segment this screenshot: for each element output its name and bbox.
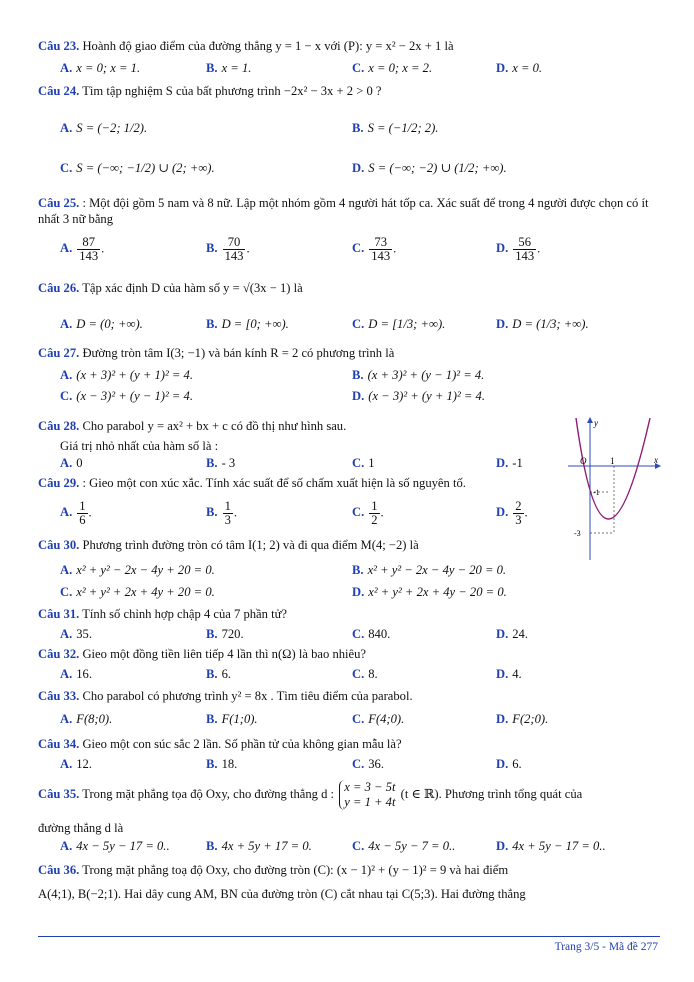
question-number: Câu 23. [38, 39, 80, 53]
question-34 [38, 736, 660, 752]
graph-origin-label: O [580, 456, 587, 466]
option-d[interactable]: D. $\frac{2}{3}$ . [496, 499, 528, 527]
option-d[interactable]: D. 4x + 5y − 17 = 0.. [496, 839, 606, 853]
parabola-curve [576, 418, 650, 519]
question-24 [38, 83, 660, 99]
option-b[interactable]: B. x² + y² − 2x − 4y − 20 = 0. [352, 563, 507, 577]
question-text: Cho parabol có phương trình y² = 8x . Tìm tiêu điểm của parabol. [82, 689, 413, 703]
question-29 [38, 475, 554, 491]
option-a[interactable]: A. S = (−2; 1/2). [60, 121, 148, 135]
option-b[interactable]: B. 4x + 5y + 17 = 0. [206, 839, 312, 853]
option-a[interactable]: A. F(8;0). [60, 712, 113, 726]
option-b[interactable]: B. S = (−1/2; 2). [352, 121, 439, 135]
question-number: Câu 30. [38, 538, 80, 552]
question-number: Câu 35. [38, 787, 80, 801]
option-a[interactable]: A. 0 [60, 456, 83, 470]
question-36-cont: A(4;1), B(−2;1). Hai dây cung AM, BN của đường tròn (C) cắt nhau tại C(5;3). Hai đường thẳng [38, 887, 526, 901]
question-text: Phương trình đường tròn có tâm I(1; 2) và đi qua điểm M(4; −2) là [82, 538, 419, 552]
option-a[interactable]: A. $\frac{1}{6}$ . [60, 499, 92, 527]
question-23 [38, 38, 660, 54]
option-c[interactable]: C. D = [1/3; +∞). [352, 317, 446, 331]
option-d[interactable]: D. F(2;0). [496, 712, 549, 726]
question-text: Cho parabol y = ax² + bx + c có đồ thị như hình sau. [82, 419, 347, 433]
option-a[interactable]: A. 12. [60, 757, 92, 771]
option-d[interactable]: D. S = (−∞; −2) ∪ (1/2; +∞). [352, 161, 507, 175]
question-number: Câu 32. [38, 647, 80, 661]
option-b[interactable]: B. D = [0; +∞). [206, 317, 289, 331]
graph-x-label: x [654, 455, 658, 465]
question-text: : Một đội gồm 5 nam và 8 nữ. Lập một nhóm gồm 4 người hát tốp ca. Xác suất để trong 4 người được chọn có ít nhất 3 nữ bằng [38, 196, 649, 226]
question-28-subtext: Giá trị nhỏ nhất của hàm số là : [60, 439, 219, 453]
option-b[interactable]: B. x = 1. [206, 61, 252, 75]
page-footer: Trang 3/5 - Mã đề 277 [554, 941, 658, 953]
option-c[interactable]: C. x = 0; x = 2. [352, 61, 433, 75]
option-c[interactable]: C. $\frac{73}{143}$ . [352, 235, 397, 263]
graph-y-label: y [594, 418, 598, 428]
question-number: Câu 29. [38, 476, 80, 490]
option-d[interactable]: D. -1 [496, 456, 523, 470]
option-b[interactable]: B. - 3 [206, 456, 236, 470]
option-b[interactable]: B. (x + 3)² + (y − 1)² = 4. [352, 368, 485, 382]
question-text: Gieo một đồng tiền liên tiếp 4 lần thì n(Ω) là bao nhiêu? [82, 647, 367, 661]
footer-divider [38, 936, 660, 937]
question-30 [38, 537, 660, 553]
option-a[interactable]: A. (x + 3)² + (y + 1)² = 4. [60, 368, 193, 382]
question-number: Câu 36. [38, 863, 80, 877]
option-d[interactable]: D. 24. [496, 627, 528, 641]
graph-tick-1: 1 [610, 456, 615, 466]
question-text: Tập xác định D của hàm số y = √(3x − 1) là [82, 281, 303, 295]
option-c[interactable]: C. 840. [352, 627, 391, 641]
option-c[interactable]: C. 4x − 5y − 7 = 0.. [352, 839, 456, 853]
question-text: : Gieo một con xúc xắc. Tính xác suất để số chấm xuất hiện là số nguyên tố. [82, 476, 466, 490]
question-27 [38, 345, 660, 361]
option-a[interactable]: A. $\frac{87}{143}$ . [60, 235, 105, 263]
option-a[interactable]: A. 4x − 5y − 17 = 0.. [60, 839, 170, 853]
question-text: Gieo một con súc sắc 2 lần. Số phần tử của không gian mẫu là? [82, 737, 402, 751]
option-c[interactable]: C. (x − 3)² + (y − 1)² = 4. [60, 389, 193, 403]
question-32 [38, 646, 660, 662]
option-c[interactable]: C. 8. [352, 667, 378, 681]
graph-tick-minus3: -3 [574, 529, 581, 538]
option-b[interactable]: B. $\frac{1}{3}$ . [206, 499, 238, 527]
question-35-subtext: đường thẳng d là [38, 821, 124, 835]
option-b[interactable]: B. 6. [206, 667, 232, 681]
question-text: Tìm tập nghiệm S của bất phương trình −2x² − 3x + 2 > 0 ? [82, 84, 382, 98]
option-a[interactable]: A. x = 0; x = 1. [60, 61, 141, 75]
option-d[interactable]: D. x = 0. [496, 61, 543, 75]
option-c[interactable]: C. 36. [352, 757, 384, 771]
option-b[interactable]: B. 18. [206, 757, 238, 771]
question-33 [38, 688, 660, 704]
question-28 [38, 418, 544, 434]
option-c[interactable]: C. S = (−∞; −1/2) ∪ (2; +∞). [60, 161, 215, 175]
option-a[interactable]: A. 35. [60, 627, 92, 641]
question-number: Câu 25. [38, 196, 80, 210]
option-b[interactable]: B. 720. [206, 627, 244, 641]
option-d[interactable]: D. (x − 3)² + (y + 1)² = 4. [352, 389, 485, 403]
option-b[interactable]: B. $\frac{70}{143}$ . [206, 235, 250, 263]
option-c[interactable]: C. F(4;0). [352, 712, 405, 726]
question-text: Trong mặt phẳng tọa độ Oxy, cho đường thẳng d : [82, 787, 335, 801]
option-c[interactable]: C. x² + y² + 2x + 4y + 20 = 0. [60, 585, 215, 599]
question-35 [38, 778, 660, 810]
question-number: Câu 27. [38, 346, 80, 360]
graph-tick-minus1: -1 [593, 488, 600, 497]
question-text: Trong mặt phẳng toạ độ Oxy, cho đường tròn (C): (x − 1)² + (y − 1)² = 9 và hai điểm [82, 863, 509, 877]
option-d[interactable]: D. x² + y² + 2x + 4y − 20 = 0. [352, 585, 507, 599]
option-d[interactable]: D. D = (1/3; +∞). [496, 317, 589, 331]
question-text: Hoành độ giao điểm của đường thẳng y = 1 − x với (P): y = x² − 2x + 1 là [82, 39, 454, 53]
question-31 [38, 606, 660, 622]
question-number: Câu 34. [38, 737, 80, 751]
option-a[interactable]: A. D = (0; +∞). [60, 317, 143, 331]
question-number: Câu 28. [38, 419, 80, 433]
question-number: Câu 26. [38, 281, 80, 295]
option-b[interactable]: B. F(1;0). [206, 712, 258, 726]
question-text-cont: (t ∈ ℝ). Phương trình tổng quát của [400, 787, 583, 801]
parametric-system: x = 3 − 5t y = 1 + 4t [339, 780, 395, 810]
question-36 [38, 862, 660, 878]
question-26 [38, 280, 660, 296]
question-text: Tính số chỉnh hợp chập 4 của 7 phần tử? [82, 607, 288, 621]
question-25 [38, 195, 660, 227]
question-number: Câu 33. [38, 689, 80, 703]
option-d[interactable]: D. 4. [496, 667, 522, 681]
option-d[interactable]: D. 6. [496, 757, 522, 771]
option-c[interactable]: C. $\frac{1}{2}$ . [352, 499, 384, 527]
question-text: Đường tròn tâm I(3; −1) và bán kính R = 2 có phương trình là [82, 346, 395, 360]
option-a[interactable]: A. 16. [60, 667, 92, 681]
option-d[interactable]: D. $\frac{56}{143}$ . [496, 235, 541, 263]
option-a[interactable]: A. x² + y² − 2x − 4y + 20 = 0. [60, 563, 215, 577]
option-c[interactable]: C. 1 [352, 456, 375, 470]
question-number: Câu 24. [38, 84, 80, 98]
question-number: Câu 31. [38, 607, 80, 621]
